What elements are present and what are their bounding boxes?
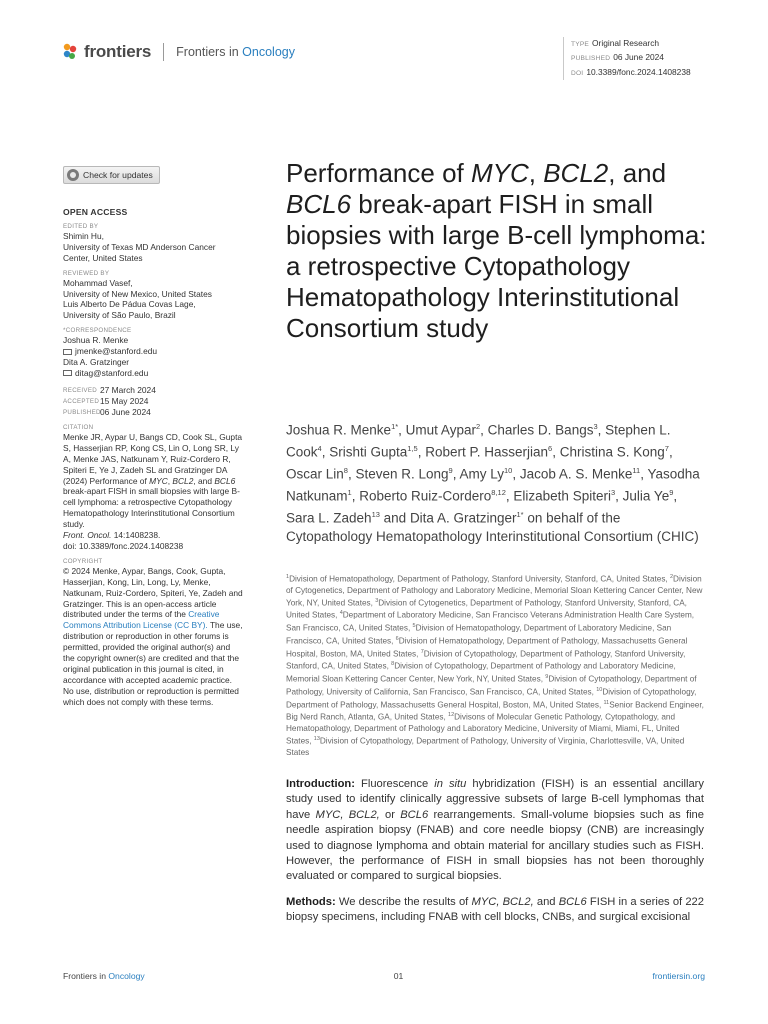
check-for-updates-button[interactable]: Check for updates	[63, 166, 160, 184]
author-affiliation-marker: 9	[669, 488, 674, 497]
author-affiliation-marker: 7	[664, 444, 669, 453]
author-affiliation-marker: 1*	[516, 510, 524, 519]
sidebar	[63, 207, 243, 714]
article-type: TYPE Original Research	[571, 38, 660, 48]
affiliation-number: 10	[596, 686, 603, 693]
affiliation-text: Division of Hematopathology, Department of Pathology, Stanford University, Stanford, CA, United States,	[289, 574, 670, 584]
author-separator: ,	[452, 466, 460, 482]
affiliation-number: 1	[286, 574, 290, 580]
affiliation-number: 13	[313, 736, 320, 743]
publisher-logo[interactable]	[62, 42, 295, 62]
abstract-introduction: Introduction: Fluorescence in situ hybridization (FISH) is an essential ancillary study used to identify clinically aggressive subsets of large B-cell lymphomas that have MYC, BCL2, or BCL6 rearrangements. Small-volume biopsies such as fine needle aspiration biopsy (FNAB) and core needle biopsy (CNB) are increasingly used to diagnose lymphoma and obtain material for ancillary studies such as FISH. However, the performance of FISH in small biopsies has not been thoroughly evaluated or compared to surgical biopsies.	[286, 778, 704, 883]
affiliation-number: 11	[603, 699, 610, 706]
author-separator: ,	[552, 444, 560, 460]
author-affiliation-marker: 3	[593, 422, 598, 431]
affiliation-text: Division of Cytogenetics, Department of Pathology and Laboratory Medicine, Memorial Sloan Kettering Cancer Center, New York, NY, United States,	[286, 574, 703, 608]
abstract	[286, 777, 704, 936]
author-name[interactable]: Robert P. Hasserjian	[425, 444, 549, 460]
article-doi: DOI 10.3389/fonc.2024.1408238	[571, 66, 691, 77]
affiliation-text: Divisons of Molecular Genetic Pathology, Cytopathology, and Hematopathology, Department of Pathology and Laboratory Medicine, University of Miami, Miami, FL, United States,	[286, 713, 680, 746]
footer-site-link[interactable]: frontiersin.org	[652, 971, 705, 981]
author-name[interactable]: Elizabeth Spiteri	[513, 488, 611, 504]
citation-block: CITATION Menke JR, Aypar U, Bangs CD, Cook SL, Gupta S, Hasserjian RP, Kong CS, Lin O, Long SR, Ly A, Menke JAS, Natkunam Y, Ruiz-Cordero R, Spiteri E, Ye J, Zadeh SL and Gratzinger DA (2024) Performance of MYC, BCL2, and BCL6 break-apart FISH in small biopsies with large B-cell lymphoma: a retrospective Cytopathology Hematopathology Interinstitutional Consortium study. Front. Oncol. 14:1408238. doi: 10.3389/fonc.2024.1408238	[63, 423, 243, 551]
article-meta	[563, 37, 691, 80]
affiliation-number: 12	[448, 712, 455, 719]
author-separator: ,	[417, 444, 426, 460]
journal-name: Frontiers in Oncology	[176, 45, 295, 59]
author-affiliation-marker: 6	[548, 444, 553, 453]
logo-divider	[163, 43, 164, 61]
open-access-label: OPEN ACCESS	[63, 207, 128, 217]
author-affiliation-marker: 1	[347, 488, 352, 497]
affiliation-number: 2	[669, 574, 674, 580]
affiliation-number: 8	[391, 661, 395, 668]
affiliation-number: 3	[375, 597, 379, 604]
affiliation-number: 7	[420, 648, 424, 655]
email-link[interactable]: jmenke@stanford.edu	[63, 346, 243, 357]
page-footer	[63, 971, 705, 981]
article-title: Performance of MYC, BCL2, and BCL6 break-apart FISH in small biopsies with large B-cell lymphoma: a retrospective Cytopathology Hematopathology Interinstitutional Consortium study	[286, 158, 707, 343]
affiliation-text: Department of Laboratory Medicine, San Francisco Veterans Administration Health Care System, San Francisco, CA, United States,	[286, 611, 695, 633]
author-name[interactable]: Joshua R. Menke	[286, 422, 392, 438]
author-affiliation-marker: 9	[448, 466, 453, 475]
brand-name: frontiers	[84, 42, 152, 61]
affiliation-number: 5	[412, 623, 416, 630]
author-affiliation-marker: 8	[343, 466, 348, 475]
affiliation-text: Division of Hematopathology, Department of Pathology, Massachusetts General Hospital, Boston, MA, United States,	[286, 636, 688, 659]
author-separator: ,	[673, 488, 678, 504]
author-affiliation-marker: 1*	[391, 422, 399, 431]
author-separator: ,	[321, 444, 330, 460]
author-name[interactable]: Yasodha Natkunam	[286, 466, 700, 504]
author-separator: ,	[640, 466, 648, 482]
author-affiliation-marker: 2	[475, 422, 481, 431]
affiliation-number: 9	[545, 674, 549, 681]
reviewed-by-block: REVIEWED BY Mohammad Vasef, University of New Mexico, United States Luis Alberto De Pádua Covas Lage, University of São Paulo, Brazil	[63, 269, 212, 321]
dates-block: RECEIVED 27 March 2024 ACCEPTED 15 May 2024 PUBLISHED 06 June 2024	[63, 384, 156, 417]
affiliation-text: Division of Hematopathology, Department of Laboratory Medicine, San Francisco, CA, United States,	[286, 623, 672, 646]
author-name[interactable]: Oscar Lin	[286, 466, 344, 482]
affiliations	[286, 572, 706, 758]
author-name[interactable]: Dita A. Gratzinger	[409, 510, 517, 526]
abstract-methods: Methods: We describe the results of MYC, BCL2, and BCL6 FISH in a series of 222 biopsy specimens, including FNAB with cell blocks, CNBs, and surgical excisional	[286, 895, 704, 924]
author-name[interactable]: Charles D. Bangs	[487, 422, 594, 438]
check-updates-icon	[67, 169, 79, 181]
page-number: 01	[393, 971, 404, 981]
affiliation-text: Division of Cytopathology, Department of Pathology, Stanford University, Stanford, CA, United States,	[286, 649, 686, 672]
footer-journal[interactable]: Frontiers in Oncology	[63, 971, 145, 981]
affiliation-number: 4	[339, 610, 343, 617]
author-separator: ,	[347, 466, 356, 482]
author-name[interactable]: Steven R. Long	[355, 466, 449, 482]
email-link[interactable]: ditag@stanford.edu	[63, 368, 243, 379]
author-name[interactable]: Sara L. Zadeh	[286, 510, 372, 526]
author-name[interactable]: Srishti Gupta	[329, 444, 408, 460]
author-name[interactable]: Amy Ly	[459, 466, 504, 482]
affiliation-text: Division of Cytopathology, Department of Pathology and Laboratory Medicine, Memorial Sloan Kettering Cancer Center, New York, NY, United States,	[286, 662, 676, 684]
license-link[interactable]: Creative Commons Attribution License (CC BY).	[63, 609, 220, 631]
author-affiliation-marker: 4	[317, 444, 322, 453]
author-separator: ,	[615, 488, 623, 504]
article-published: PUBLISHED 06 June 2024	[571, 52, 664, 63]
author-separator: ,	[480, 422, 488, 438]
envelope-icon	[63, 349, 72, 355]
affiliation-text: Division of Cytopathology, Department of Pathology, Massachusetts General Hospital, Boston, MA, United States,	[286, 687, 697, 710]
author-separator: ,	[668, 444, 673, 460]
author-name[interactable]: Christina S. Kong	[559, 444, 665, 460]
author-affiliation-marker: 3	[610, 488, 616, 497]
author-name[interactable]: Stephen L. Cook	[286, 422, 671, 460]
author-name[interactable]: Umut Aypar	[405, 422, 476, 438]
correspondence-block: *CORRESPONDENCE Joshua R. Menke jmenke@stanford.edu Dita A. Gratzinger ditag@stanford.edu	[63, 327, 243, 379]
affiliation-number: 6	[395, 635, 399, 642]
author-separator: ,	[398, 422, 406, 438]
author-name[interactable]: Jacob A. S. Menke	[519, 466, 633, 482]
author-name[interactable]: Roberto Ruiz-Cordero	[359, 488, 492, 504]
author-affiliation-marker: 11	[632, 466, 641, 475]
envelope-icon	[63, 370, 72, 376]
author-separator: on behalf of the Cytopathology Hematopathology Interinstitutional Consortium (CHIC)	[286, 510, 699, 544]
author-separator: ,	[505, 488, 514, 504]
author-affiliation-marker: 13	[371, 510, 380, 519]
edited-by-block: EDITED BY Shimin Hu, University of Texas MD Anderson Cancer Center, United States	[63, 222, 216, 263]
affiliation-text: Division of Cytopathology, Department of Pathology, University of California, San Francisco, San Francisco, CA, United States,	[286, 674, 697, 697]
affiliation-text: Division of Cytopathology, Department of Pathology, University of Virginia, Charlottesville, VA, United States	[286, 736, 685, 757]
author-separator: and	[379, 510, 410, 526]
author-separator: ,	[597, 422, 606, 438]
frontiers-logo-icon	[62, 43, 78, 61]
author-separator: ,	[512, 466, 520, 482]
author-affiliation-marker: 1,5	[407, 444, 418, 453]
copyright-block: COPYRIGHT © 2024 Menke, Aypar, Bangs, Cook, Gupta, Hasserjian, Kong, Lin, Long, Ly, Menke, Natkunam, Ruiz-Cordero, Spiteri, Ye, Zadeh and Gratzinger. This is an open-access article distributed under the terms of the Creative Commons Attribution License (CC BY). The use, distribution or reproduction in other forums is permitted, provided the original author(s) and the copyright owner(s) are credited and that the original publication in this journal is cited, in accordance with accepted academic practice. No use, distribution or reproduction is permitted which does not comply with these terms.	[63, 557, 243, 707]
author-affiliation-marker: 8,12	[491, 488, 506, 497]
affiliation-text: Division of Cytogenetics, Department of Pathology, Stanford University, Stanford, CA, United States,	[286, 598, 687, 621]
author-affiliation-marker: 10	[504, 466, 513, 475]
author-separator: ,	[351, 488, 360, 504]
author-name[interactable]: Julia Ye	[622, 488, 670, 504]
author-list	[286, 418, 706, 547]
affiliation-text: Senior Backend Engineer, Big Nerd Ranch, Atlanta, GA, United States,	[286, 700, 704, 723]
